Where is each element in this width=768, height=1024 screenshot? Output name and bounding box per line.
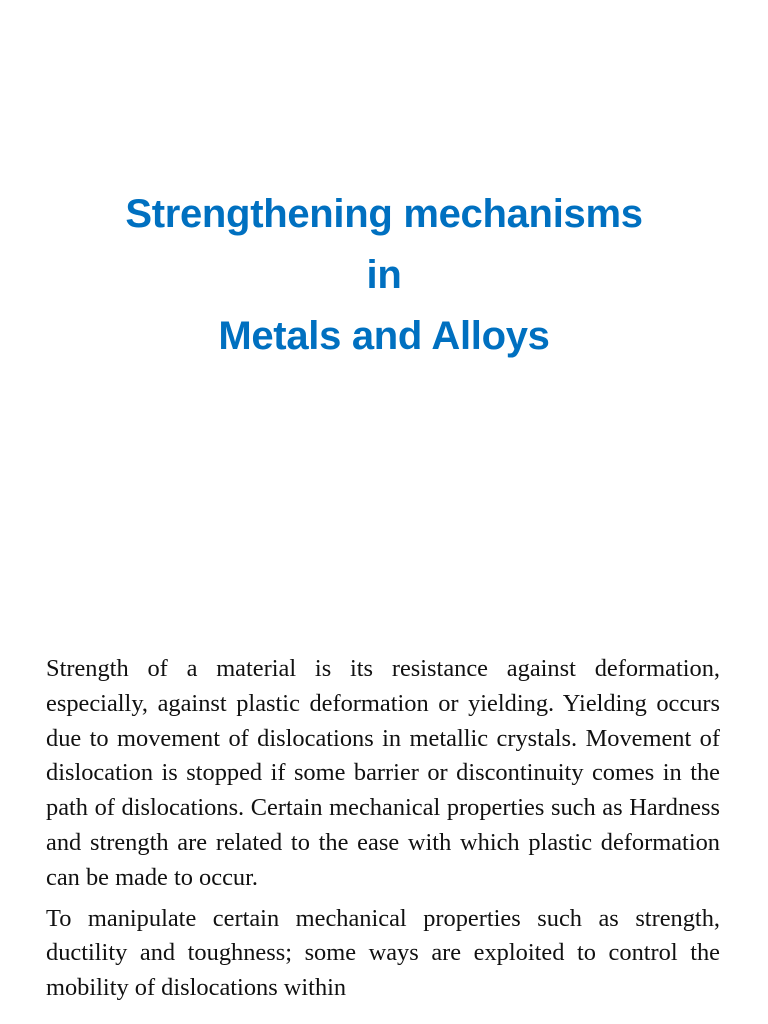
paragraph-strength-definition: Strength of a material is its resistance against deformation, especially, against plastic deformation or yielding. Yielding occurs due to movement of dislocations in metallic crystals. Movement of dislocation is stopped if some barrier or discontinuity comes in the path of dislocations. Certain mechanical properties such as Hardness and strength are related to the ease with which plastic deformation can be made to occur. xyxy=(46,655,720,891)
title-line-3: Metals and Alloys xyxy=(218,314,550,358)
paragraph-manipulation: To manipulate certain mechanical properties such as strength, ductility and toughness; some ways are exploited to control the mobility of dislocations within xyxy=(46,904,720,1002)
page-title xyxy=(0,184,768,367)
title-line-1: Strengthening mechanisms xyxy=(125,192,643,236)
title-line-2: in xyxy=(366,253,402,297)
body-text xyxy=(46,652,720,1006)
